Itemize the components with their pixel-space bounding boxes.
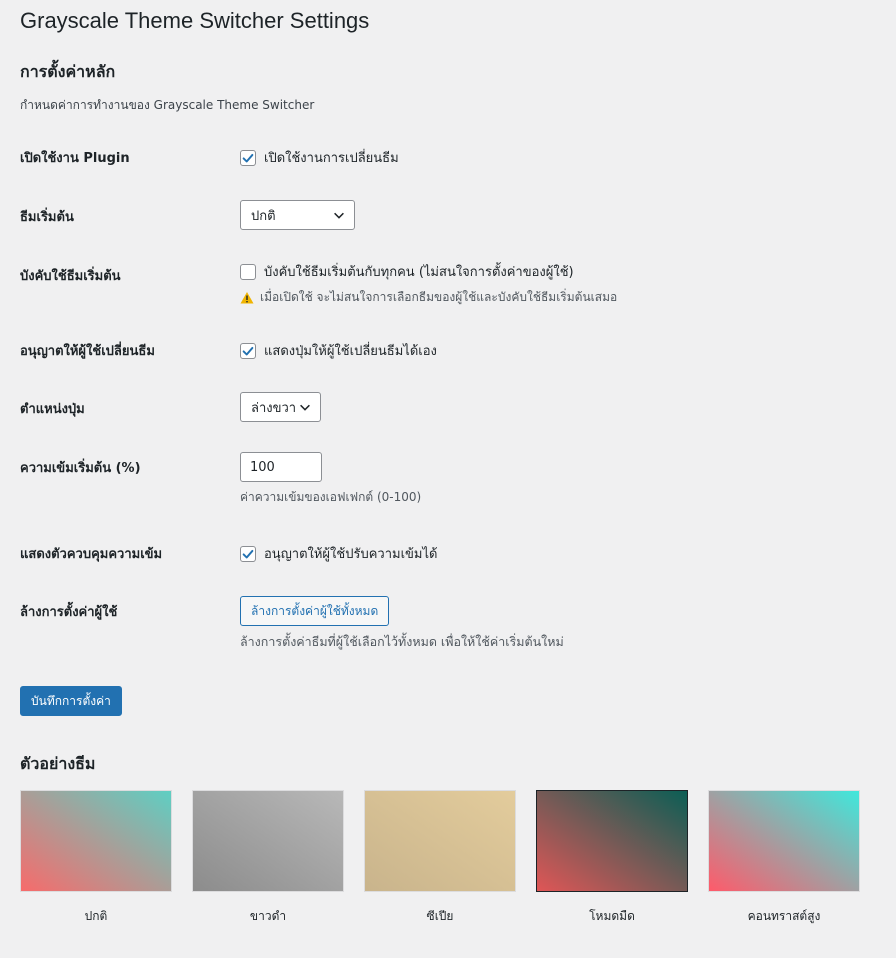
show-intensity-label: แสดงตัวควบคุมความเข้ม: [20, 547, 163, 562]
checkmark-icon: [241, 344, 255, 358]
enable-plugin-checkbox[interactable]: [240, 150, 256, 166]
preview-label: ขาวดำ: [249, 909, 287, 923]
chevron-down-icon: [298, 400, 312, 414]
page-title: Grayscale Theme Switcher Settings: [20, 8, 370, 33]
force-default-checkbox-row[interactable]: [240, 261, 617, 282]
show-intensity-checkbox-row[interactable]: [240, 543, 437, 564]
preview-swatch: [536, 790, 688, 892]
reset-user-label: ล้างการตั้งค่าผู้ใช้: [20, 605, 118, 620]
checkmark-icon: [241, 151, 255, 165]
save-settings-button[interactable]: บันทึกการตั้งค่า: [20, 686, 122, 716]
preview-label: ปกติ: [84, 909, 108, 923]
preview-label: คอนทราสต์สูง: [747, 909, 821, 923]
preview-item-normal: [20, 790, 172, 926]
section-title: การตั้งค่าหลัก: [20, 62, 116, 81]
button-position-label: ตำแหน่งปุ่ม: [20, 402, 85, 417]
preview-swatch: [364, 790, 516, 892]
section-description: กำหนดค่าการทำงานของ Grayscale Theme Switcher: [20, 98, 315, 112]
preview-label: โหมดมืด: [589, 909, 635, 923]
force-default-checkbox-text: บังคับใช้ธีมเริ่มต้นกับทุกคน (ไม่สนใจการตั้งค่าของผู้ใช้): [264, 265, 574, 280]
default-theme-select[interactable]: [240, 200, 355, 230]
checkmark-icon: [241, 547, 255, 561]
enable-plugin-label: เปิดใช้งาน Plugin: [20, 151, 130, 166]
force-default-warning-text: เมื่อเปิดใช้ จะไม่สนใจการเลือกธีมของผู้ใช้และบังคับใช้ธีมเริ่มต้นเสมอ: [260, 290, 618, 304]
chevron-down-icon: [332, 208, 346, 222]
allow-switch-checkbox-row[interactable]: [240, 340, 437, 361]
reset-user-hint: ล้างการตั้งค่าธีมที่ผู้ใช้เลือกไว้ทั้งหมด เพื่อให้ใช้ค่าเริ่มต้นใหม่: [240, 634, 564, 649]
preview-swatch: [192, 790, 344, 892]
force-default-checkbox[interactable]: [240, 264, 256, 280]
preview-swatch: [20, 790, 172, 892]
enable-plugin-checkbox-text: เปิดใช้งานการเปลี่ยนธีม: [264, 151, 399, 166]
preview-label: ซีเปีย: [426, 909, 454, 923]
reset-user-settings-button[interactable]: ล้างการตั้งค่าผู้ใช้ทั้งหมด: [240, 596, 389, 626]
show-intensity-checkbox-text: อนุญาตให้ผู้ใช้ปรับความเข้มได้: [264, 547, 438, 562]
default-theme-label: ธีมเริ่มต้น: [20, 210, 74, 225]
default-intensity-hint: ค่าความเข้มของเอฟเฟกต์ (0-100): [240, 490, 422, 504]
force-default-warning: [240, 288, 617, 307]
button-position-value: ล่างขวา: [251, 400, 297, 416]
preview-item-sepia: [364, 790, 516, 926]
default-theme-value: ปกติ: [251, 208, 276, 224]
enable-plugin-checkbox-row[interactable]: [240, 147, 399, 168]
preview-item-high-contrast: [708, 790, 860, 926]
preview-item-dark: [536, 790, 688, 926]
force-default-label: บังคับใช้ธีมเริ่มต้น: [20, 269, 121, 284]
show-intensity-checkbox[interactable]: [240, 546, 256, 562]
default-intensity-label: ความเข้มเริ่มต้น (%): [20, 461, 141, 476]
allow-switch-checkbox-text: แสดงปุ่มให้ผู้ใช้เปลี่ยนธีมได้เอง: [264, 344, 437, 359]
preview-item-grayscale: [192, 790, 344, 926]
button-position-select[interactable]: [240, 392, 321, 422]
preview-swatch: [708, 790, 860, 892]
preview-title: ตัวอย่างธีม: [20, 754, 96, 773]
allow-switch-checkbox[interactable]: [240, 343, 256, 359]
default-intensity-input[interactable]: 100: [240, 452, 322, 482]
allow-switch-label: อนุญาตให้ผู้ใช้เปลี่ยนธีม: [20, 344, 155, 359]
warning-icon: [240, 291, 254, 304]
